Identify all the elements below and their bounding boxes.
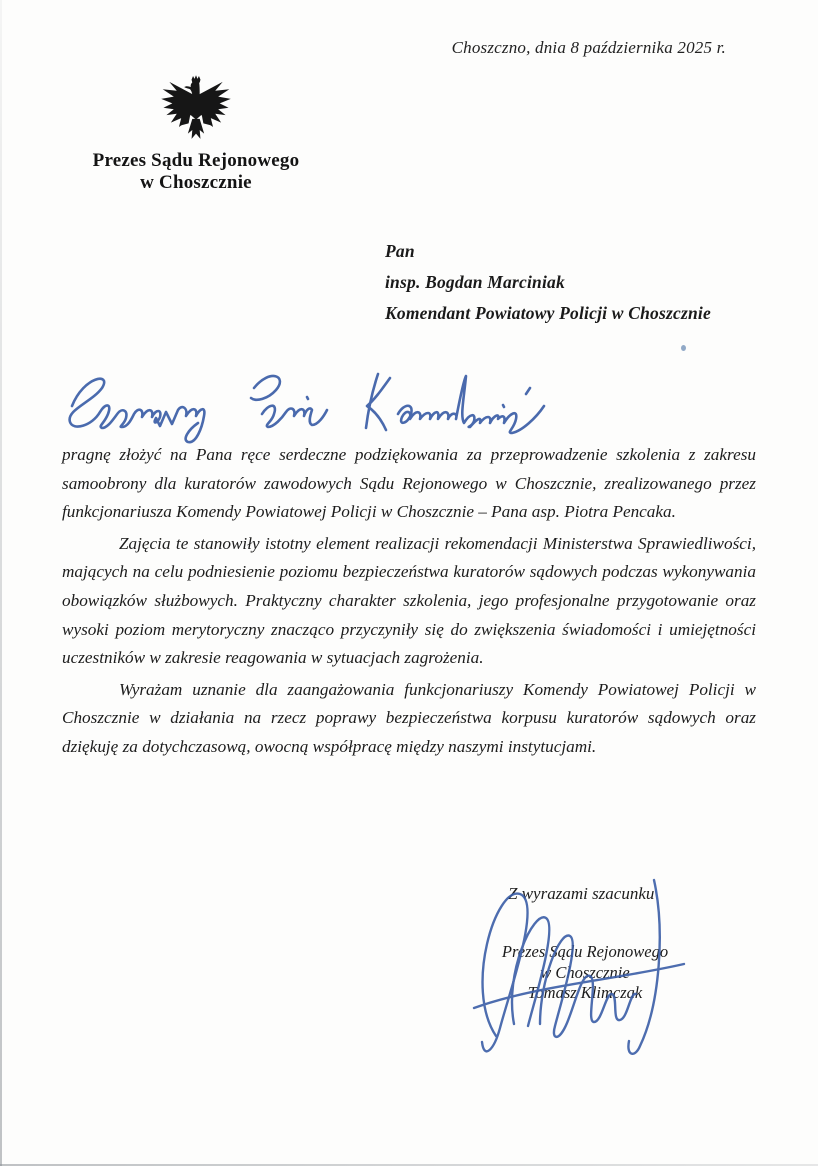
recipient-name: insp. Bogdan Marciniak — [385, 272, 565, 292]
polish-eagle-emblem-icon — [159, 74, 233, 146]
body-paragraph-1: pragnę złożyć na Pana ręce serdeczne podziękowania za przeprowadzenie szkolenia z zakresu samoobrony dla kuratorów zawodowych Sądu Rejonowego w Choszcznie, zrealizowanego przez funkcjonariusza Komendy Powiatowej Policji w Choszcznie – Pana asp. Piotra Pencaka. — [62, 445, 756, 522]
letter-body — [62, 441, 756, 765]
signer-title-line1: Prezes Sądu Rejonowego — [501, 942, 669, 961]
body-paragraph-2: Zajęcia te stanowiły istotny element realizacji rekomendacji Ministerstwa Sprawiedliwości, mających na celu podniesienie poziomu bezpieczeństwa kuratorów sądowych podczas wykonywania obowiązków służbowych. Praktyczny charakter szkolenia, jego profesjonalne przygotowanie oraz wysoki poziom merytoryczny znacząco przyczyniły się do zwiększenia świadomości i umiejętności uczestników w zakresie reagowania w sytuacjach zagrożenia. — [62, 533, 756, 668]
valediction: Z wyrazami szacunku — [508, 884, 655, 903]
letterhead-title-line1: Prezes Sądu Rejonowego — [92, 150, 300, 171]
signer-title-line2: w Choszcznie — [540, 962, 630, 982]
body-paragraph-3: Wyrażam uznanie dla zaangażowania funkcjonariuszy Komendy Powiatowej Policji w Choszcznie w działania na rzecz poprawy bezpieczeństwa korpusu kuratorów sądowych oraz dziękuję za dotychczasową, owocną współpracę między naszymi instytucjami. — [62, 679, 756, 756]
date-line: Choszczno, dnia 8 października 2025 r. — [451, 38, 726, 57]
ink-dot — [681, 345, 686, 351]
letterhead-title-line2: w Choszcznie — [140, 172, 252, 193]
signer-name: Tomasz Klimczak — [527, 983, 643, 1002]
signer-block — [468, 942, 702, 1004]
recipient-salutation: Pan — [385, 241, 415, 261]
recipient-block — [385, 236, 711, 329]
scan-edge-left — [0, 0, 2, 1166]
handwritten-greeting — [56, 368, 616, 448]
letterhead — [68, 74, 324, 194]
recipient-title: Komendant Powiatowy Policji w Choszcznie — [385, 303, 711, 323]
